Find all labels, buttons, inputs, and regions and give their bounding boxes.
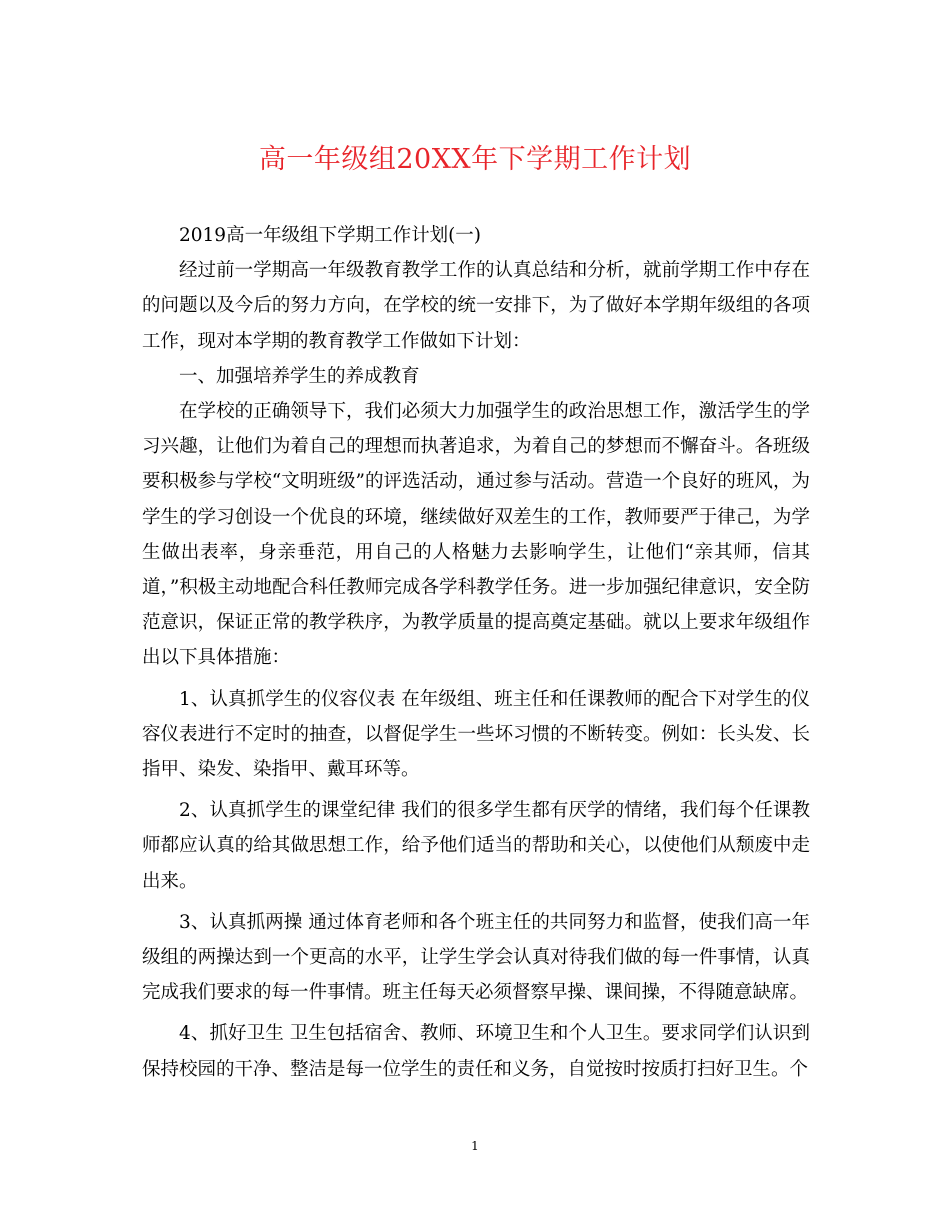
document-title: 高一年级组20XX年下学期工作计划: [258, 144, 692, 175]
paragraph-measure-3: 3、认真抓两操 通过体育老师和各个班主任的共同努力和监督，使我们高一年级组的两操达到一个更高的水平，让学生学会认真对待我们做的每一件事情，认真完成我们要求的每一件事情。班主任每天必须督察早操、课间操，不得随意缺席。: [142, 911, 810, 1004]
page-number: 1: [471, 1139, 479, 1153]
section-heading: 一、加强培养学生的养成教育: [179, 365, 420, 387]
document-body: [142, 218, 810, 1087]
paragraph-measure-2: 2、认真抓学生的课堂纪律 我们的很多学生都有厌学的情绪，我们每个任课教师都应认真的给其做思想工作，给予他们适当的帮助和关心，以使他们从颓废中走出来。: [142, 800, 810, 892]
paragraph-section-body: 在学校的正确领导下，我们必须大力加强学生的政治思想工作，激活学生的学习兴趣，让他们为着自己的理想而执著追求，为着自己的梦想而不懈奋斗。各班级要积极参与学校“文明班级”的评选活动，通过参与活动。营造一个良好的班风，为学生的学习创设一个优良的环境，继续做好双差生的工作，教师要严于律己，为学生做出表率，身亲垂范，用自己的人格魅力去影响学生，让他们“亲其师，信其道，”积极主动地配合科任教师完成各学科教学任务。进一步加强纪律意识，安全防范意识，保证正常的教学秩序，为教学质量的提高奠定基础。就以上要求年级组作出以下具体措施：: [142, 401, 810, 669]
paragraph-subtitle: 2019高一年级组下学期工作计划(一): [179, 225, 482, 246]
paragraph-measure-4: 4、抓好卫生 卫生包括宿舍、教师、环境卫生和个人卫生。要求同学们认识到保持校园的干净、整洁是每一位学生的责任和义务，自觉按时按质打扫好卫生。个: [142, 1023, 810, 1080]
paragraph-measure-1: 1、认真抓学生的仪容仪表 在年级组、班主任和任课教师的配合下对学生的仪容仪表进行不定时的抽查，以督促学生一些坏习惯的不断转变。例如：长头发、长指甲、染发、染指甲、戴耳环等。: [142, 688, 810, 781]
paragraph-intro: 经过前一学期高一年级教育教学工作的认真总结和分析，就前学期工作中存在的问题以及今后的努力方向，在学校的统一安排下，为了做好本学期年级组的各项工作，现对本学期的教育教学工作做如下计划：: [142, 260, 810, 352]
